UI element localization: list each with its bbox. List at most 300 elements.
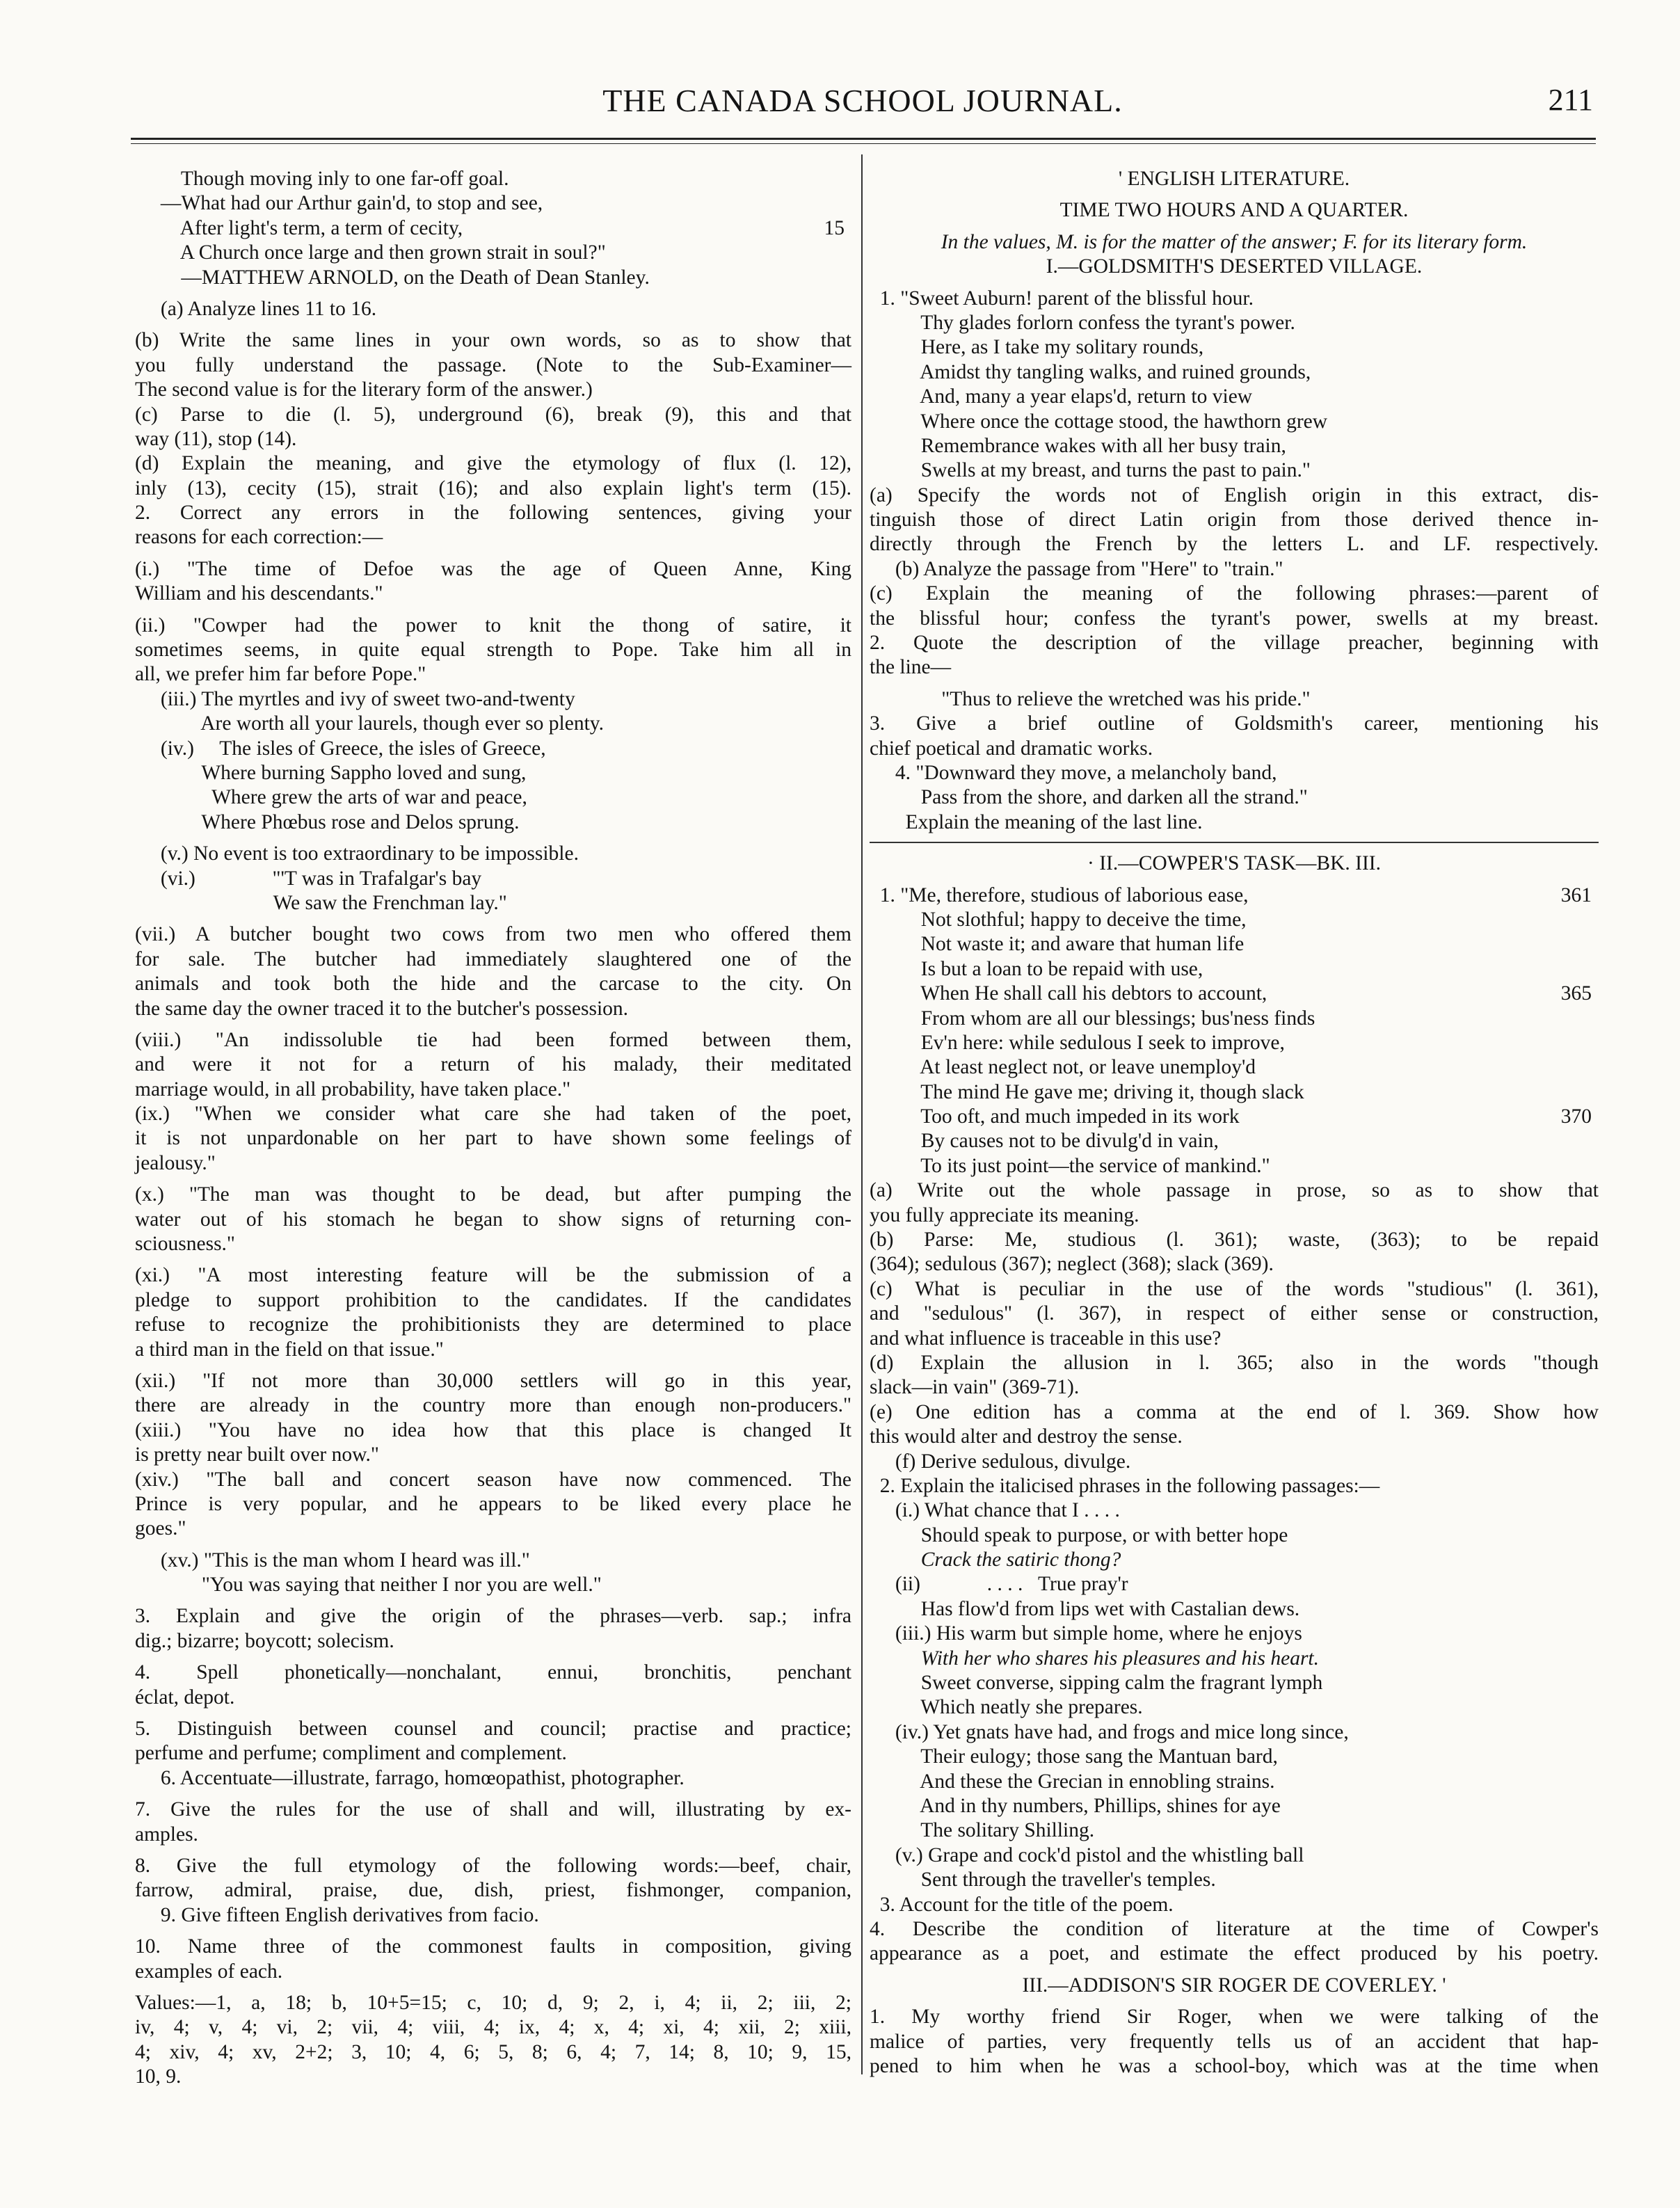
line-text: We saw the Frenchman lay." bbox=[135, 891, 507, 914]
line-text: (xi.) "A most interesting feature will be the submission of a bbox=[135, 1264, 851, 1287]
line-gap bbox=[870, 223, 1599, 230]
text-line bbox=[870, 1375, 1599, 1400]
line-gap bbox=[135, 1710, 851, 1717]
section-heading bbox=[870, 851, 1599, 876]
text-line bbox=[870, 1277, 1599, 1302]
text-line bbox=[870, 1425, 1599, 1449]
line-gap bbox=[135, 321, 851, 328]
line-text: Sweet converse, sipping calm the fragrant lymph bbox=[870, 1672, 1323, 1695]
text-line bbox=[870, 311, 1599, 335]
line-text: marriage would, in all probability, have taken place." bbox=[135, 1078, 571, 1101]
line-text: Values:—1, a, 18; b, 10+5=15; c, 10; d, 9; 2, i, 4; ii, 2; iii, 2; bbox=[135, 1991, 851, 2014]
line-gap bbox=[135, 1928, 851, 1935]
line-text: (xii.) "If not more than 30,000 settlers will go in this year, bbox=[135, 1369, 851, 1392]
line-text: (ii) . . . . True pray'r bbox=[870, 1573, 1128, 1596]
line-text: Not waste it; and aware that human life bbox=[870, 933, 1245, 956]
line-text: (b) Write the same lines in your own words, so as to show that bbox=[135, 329, 851, 352]
line-gap bbox=[135, 550, 851, 557]
line-text: (a) Specify the words not of English origin in this extract, dis- bbox=[870, 483, 1599, 506]
line-number: 365 bbox=[1560, 982, 1592, 1005]
line-text: (iv.) Yet gnats have had, and frogs and mice long since, bbox=[870, 1720, 1349, 1743]
line-text: The solitary Shilling. bbox=[870, 1819, 1095, 1842]
line-text: 4. "Downward they move, a melancholy band, bbox=[870, 761, 1277, 784]
text-line bbox=[870, 1695, 1599, 1720]
section-rule bbox=[870, 842, 1599, 843]
text-line bbox=[870, 2005, 1599, 2029]
line-text: the blissful hour; confess the tyrant's power, swells at my breast. bbox=[870, 607, 1599, 630]
text-line bbox=[135, 2015, 851, 2040]
text-line bbox=[135, 891, 851, 915]
text-line bbox=[870, 1178, 1599, 1203]
text-line bbox=[870, 1228, 1599, 1252]
line-text: Where grew the arts of war and peace, bbox=[135, 786, 527, 809]
text-line bbox=[135, 1741, 851, 1766]
line-text: jealousy." bbox=[135, 1151, 216, 1174]
line-text: and "sedulous" (l. 367), in respect of either sense or construction, bbox=[870, 1302, 1599, 1325]
text-line bbox=[135, 353, 851, 378]
line-text: By causes not to be divulg'd in vain, bbox=[870, 1130, 1219, 1153]
line-text: Though moving inly to one far-off goal. bbox=[135, 168, 509, 190]
line-gap bbox=[870, 680, 1599, 687]
line-text: 9. Give fifteen English derivatives from facio. bbox=[135, 1903, 539, 1926]
text-line bbox=[135, 785, 851, 810]
line-text: examples of each. bbox=[135, 1960, 283, 1983]
text-line bbox=[135, 1717, 851, 1741]
line-text: With her who shares his pleasures and his heart. bbox=[870, 1647, 1320, 1670]
text-line bbox=[870, 483, 1599, 508]
line-text: Where burning Sappho loved and sung, bbox=[135, 761, 527, 784]
text-line bbox=[870, 1597, 1599, 1622]
text-line bbox=[135, 947, 851, 972]
text-line bbox=[135, 1151, 851, 1176]
text-line bbox=[870, 532, 1599, 557]
line-text: I.—GOLDSMITH'S DESERTED VILLAGE. bbox=[1046, 255, 1423, 278]
line-text: · II.—COWPER'S TASK—BK. III. bbox=[1087, 852, 1381, 875]
text-line bbox=[870, 1647, 1599, 1671]
line-text: éclat, depot. bbox=[135, 1686, 235, 1709]
line-text: goes." bbox=[135, 1517, 186, 1540]
line-text: this would alter and destroy the sense. bbox=[870, 1425, 1183, 1448]
text-line bbox=[135, 477, 851, 501]
line-text: sometimes seems, in quite equal strength to Pope. Take him all in bbox=[135, 639, 851, 662]
text-line bbox=[870, 908, 1599, 932]
line-gap bbox=[135, 290, 851, 297]
line-text: perfume and perfume; compliment and complement. bbox=[135, 1742, 567, 1765]
line-text: From whom are all our blessings; bus'ness finds bbox=[870, 1007, 1315, 1030]
line-text: (d) Explain the meaning, and give the etymology of flux (l. 12), bbox=[135, 452, 851, 475]
line-text: malice of parties, very frequently tells us of an accident that hap- bbox=[870, 2030, 1599, 2053]
line-text: (c) Explain the meaning of the following phrases:—parent of bbox=[870, 582, 1599, 605]
line-text: 4. Spell phonetically—nonchalant, ennui, bronchitis, penchant bbox=[135, 1661, 851, 1684]
text-line bbox=[135, 167, 851, 191]
text-line bbox=[135, 1492, 851, 1517]
text-line bbox=[870, 761, 1599, 785]
text-line bbox=[135, 1903, 851, 1928]
text-line bbox=[135, 810, 851, 835]
text-line bbox=[870, 1770, 1599, 1794]
line-text: Has flow'd from lips wet with Castalian dews. bbox=[870, 1597, 1300, 1620]
line-text: (a) Analyze lines 11 to 16. bbox=[135, 297, 377, 320]
line-text: water out of his stomach he began to show signs of returning con- bbox=[135, 1208, 851, 1231]
text-line bbox=[135, 451, 851, 476]
text-line bbox=[870, 957, 1599, 982]
line-text: "You was saying that neither I nor you are well." bbox=[135, 1574, 602, 1597]
header-rule-thin bbox=[131, 143, 1596, 144]
line-text: (f) Derive sedulous, divulge. bbox=[870, 1450, 1131, 1473]
line-number: 370 bbox=[1560, 1105, 1592, 1128]
text-line bbox=[870, 1893, 1599, 1917]
text-line bbox=[870, 1105, 1599, 1129]
line-text: (vii.) A butcher bought two cows from two men who offered them bbox=[135, 923, 851, 946]
line-text: farrow, admiral, praise, due, dish, priest, fishmonger, companion, bbox=[135, 1879, 851, 1902]
line-gap bbox=[135, 835, 851, 842]
text-line bbox=[870, 785, 1599, 810]
line-text: is pretty near built over now." bbox=[135, 1443, 379, 1466]
text-line bbox=[135, 1686, 851, 1710]
text-line bbox=[870, 508, 1599, 532]
line-text: 1. "Sweet Auburn! parent of the blissful hour. bbox=[870, 287, 1254, 310]
line-text: Here, as I take my solitary rounds, bbox=[870, 336, 1204, 359]
text-line bbox=[870, 1327, 1599, 1351]
text-line bbox=[135, 2065, 851, 2089]
text-line bbox=[135, 638, 851, 662]
text-line bbox=[135, 1878, 851, 1903]
line-gap bbox=[135, 1791, 851, 1798]
line-text: for sale. The butcher had immediately slaughtered one of the bbox=[135, 947, 851, 970]
left-column bbox=[135, 167, 851, 2090]
text-line bbox=[135, 1393, 851, 1418]
line-text: tinguish those of direct Latin origin from those derived thence in- bbox=[870, 509, 1599, 531]
text-line bbox=[870, 1252, 1599, 1277]
text-line bbox=[870, 434, 1599, 458]
line-text: Should speak to purpose, or with better hope bbox=[870, 1523, 1288, 1546]
line-text: 3. Explain and give the origin of the phrases—verb. sap.; infra bbox=[135, 1605, 851, 1628]
line-text: Where Phœbus rose and Delos sprung. bbox=[135, 810, 520, 833]
text-line bbox=[135, 1313, 851, 1337]
text-line bbox=[870, 335, 1599, 360]
text-line bbox=[870, 1720, 1599, 1745]
line-gap bbox=[870, 191, 1599, 198]
line-gap bbox=[135, 1256, 851, 1263]
text-line bbox=[135, 1604, 851, 1629]
text-line bbox=[135, 266, 851, 290]
text-line bbox=[135, 1549, 851, 1573]
text-line bbox=[870, 360, 1599, 385]
line-text: 2. Explain the italicised phrases in the following passages:— bbox=[870, 1474, 1380, 1497]
text-line bbox=[870, 1203, 1599, 1228]
line-text: iv, 4; v, 4; vi, 2; vii, 4; viii, 4; ix, 4; x, 4; xi, 4; xii, 2; xiii, bbox=[135, 2016, 851, 2039]
line-text: you fully appreciate its meaning. bbox=[870, 1203, 1139, 1226]
line-text: And, many a year elaps'd, return to view bbox=[870, 385, 1253, 408]
line-text: (x.) "The man was thought to be dead, but after pumping the bbox=[135, 1183, 851, 1206]
line-text: slack—in vain" (369-71). bbox=[870, 1376, 1080, 1399]
text-line bbox=[870, 2030, 1599, 2054]
section-heading bbox=[870, 1974, 1599, 1998]
line-text: 5. Distinguish between counsel and council; practise and practice; bbox=[135, 1718, 851, 1741]
line-text: a third man in the field on that issue." bbox=[135, 1338, 444, 1361]
text-line bbox=[135, 614, 851, 638]
line-text: The second value is for the literary form of the answer.) bbox=[135, 378, 593, 401]
text-line bbox=[135, 1183, 851, 1207]
text-line bbox=[135, 1418, 851, 1443]
text-line bbox=[870, 1129, 1599, 1153]
line-text: Swells at my breast, and turns the past to pain." bbox=[870, 459, 1311, 482]
text-line bbox=[870, 1622, 1599, 1646]
line-text: Which neatly she prepares. bbox=[870, 1696, 1143, 1719]
text-line bbox=[135, 1028, 851, 1053]
line-text: there are already in the country more than enough non-producers." bbox=[135, 1394, 851, 1417]
line-text: you fully understand the passage. (Note to the Sub-Examiner— bbox=[135, 353, 851, 376]
line-text: 10. Name three of the commonest faults in composition, giving bbox=[135, 1935, 851, 1958]
line-text: (xiv.) "The ball and concert season have now commenced. The bbox=[135, 1468, 851, 1491]
line-text: Remembrance wakes with all her busy train, bbox=[870, 434, 1286, 457]
text-line bbox=[870, 607, 1599, 631]
text-line bbox=[135, 1443, 851, 1467]
line-text: And in thy numbers, Phillips, shines for aye bbox=[870, 1795, 1281, 1817]
text-line bbox=[870, 810, 1599, 835]
line-text: and were it not for a return of his malady, their meditated bbox=[135, 1053, 851, 1076]
text-line bbox=[870, 982, 1599, 1006]
text-line bbox=[870, 1917, 1599, 1942]
text-line bbox=[135, 1102, 851, 1126]
text-line bbox=[870, 582, 1599, 606]
text-line bbox=[870, 1794, 1599, 1818]
line-text: Is but a loan to be repaid with use, bbox=[870, 957, 1203, 980]
line-text: ' ENGLISH LITERATURE. bbox=[1118, 168, 1350, 190]
text-line bbox=[870, 1450, 1599, 1474]
text-line bbox=[135, 427, 851, 451]
text-line bbox=[135, 737, 851, 761]
line-gap bbox=[870, 280, 1599, 287]
line-text: (iii.) The myrtles and ivy of sweet two-and-twenty bbox=[135, 687, 575, 710]
section-heading bbox=[870, 230, 1599, 255]
text-line bbox=[135, 761, 851, 785]
text-line bbox=[135, 687, 851, 712]
line-text: 7. Give the rules for the use of shall and will, illustrating by ex- bbox=[135, 1798, 851, 1821]
text-line bbox=[870, 712, 1599, 736]
text-line bbox=[135, 1078, 851, 1102]
line-text: Not slothful; happy to deceive the time, bbox=[870, 908, 1247, 931]
journal-title: THE CANADA SCHOOL JOURNAL. bbox=[602, 83, 1123, 118]
line-text: sciousness." bbox=[135, 1233, 235, 1256]
line-text: To its just point—the service of mankind." bbox=[870, 1154, 1270, 1177]
text-line bbox=[135, 1960, 851, 1984]
line-gap bbox=[135, 1542, 851, 1549]
line-text: —What had our Arthur gain'd, to stop and see, bbox=[135, 192, 543, 215]
text-line bbox=[870, 1942, 1599, 1966]
line-text: and what influence is traceable in this use? bbox=[870, 1327, 1222, 1350]
line-text: (viii.) "An indissoluble tie had been formed between them, bbox=[135, 1028, 851, 1051]
text-line bbox=[870, 932, 1599, 957]
line-text: (xiii.) "You have no idea how that this place is changed It bbox=[135, 1418, 851, 1441]
line-gap bbox=[135, 607, 851, 614]
text-line bbox=[870, 631, 1599, 655]
line-gap bbox=[135, 1021, 851, 1028]
line-text: 4; xiv, 4; xv, 2+2; 3, 10; 4, 6; 5, 8; 6, 4; 7, 14; 8, 10; 9, 15, bbox=[135, 2040, 851, 2063]
line-gap bbox=[135, 915, 851, 922]
section-heading bbox=[870, 255, 1599, 279]
line-text: chief poetical and dramatic works. bbox=[870, 737, 1153, 760]
text-line bbox=[870, 1523, 1599, 1548]
right-column bbox=[870, 167, 1599, 2079]
text-line bbox=[870, 287, 1599, 311]
text-line bbox=[135, 1629, 851, 1654]
line-text: (v.) No event is too extraordinary to be impossible. bbox=[135, 842, 579, 865]
text-line bbox=[135, 1369, 851, 1393]
line-text: Crack the satiric thong? bbox=[870, 1549, 1121, 1571]
line-text: amples. bbox=[135, 1823, 198, 1846]
text-line bbox=[870, 687, 1599, 712]
line-text: directly through the French by the letters L. and LF. respectively. bbox=[870, 533, 1599, 556]
line-text: animals and took both the hide and the carcase to the city. On bbox=[135, 973, 851, 995]
page-header bbox=[132, 82, 1593, 131]
text-line bbox=[135, 1573, 851, 1597]
text-line bbox=[135, 403, 851, 427]
text-line bbox=[135, 662, 851, 687]
text-line bbox=[870, 1031, 1599, 1055]
line-text: In the values, M. is for the matter of the answer; F. for its literary form. bbox=[941, 230, 1528, 253]
line-text: —MATTHEW ARNOLD, on the Death of Dean Stanley. bbox=[135, 266, 650, 289]
text-line bbox=[135, 1935, 851, 1959]
line-gap bbox=[870, 1998, 1599, 2005]
line-gap bbox=[135, 1362, 851, 1369]
line-text: (c) What is peculiar in the use of the words "studious" (l. 361), bbox=[870, 1277, 1599, 1300]
line-number: 15 bbox=[824, 216, 845, 239]
text-line bbox=[870, 1474, 1599, 1498]
line-text: After light's term, a term of cecity, bbox=[135, 216, 463, 239]
line-text: refuse to recognize the prohibitionists they are determined to place bbox=[135, 1313, 851, 1336]
line-text: (364); sedulous (367); neglect (368); slack (369). bbox=[870, 1253, 1274, 1276]
column-divider bbox=[861, 154, 863, 2074]
text-line bbox=[135, 1823, 851, 1847]
text-line bbox=[135, 1991, 851, 2015]
text-line bbox=[135, 191, 851, 216]
line-text: (vi.) "'T was in Trafalgar's bay bbox=[135, 867, 482, 890]
line-text: (i.) "The time of Defoe was the age of Queen Anne, King bbox=[135, 557, 851, 580]
page-number: 211 bbox=[1548, 83, 1593, 117]
text-line bbox=[135, 997, 851, 1021]
text-line bbox=[135, 1661, 851, 1685]
line-text: (xv.) "This is the man whom I heard was ill." bbox=[135, 1549, 530, 1571]
line-text: (c) Parse to die (l. 5), underground (6), break (9), this and that bbox=[135, 403, 851, 426]
text-line bbox=[135, 378, 851, 402]
line-text: A Church once large and then grown strait in soul?" bbox=[135, 241, 606, 264]
line-gap bbox=[135, 1984, 851, 1991]
line-text: When He shall call his debtors to account, bbox=[870, 982, 1267, 1005]
line-text: "Thus to relieve the wretched was his pride." bbox=[870, 687, 1311, 710]
line-text: William and his descendants." bbox=[135, 582, 383, 605]
line-text: (ii.) "Cowper had the power to knit the thong of satire, it bbox=[135, 614, 851, 637]
text-line bbox=[870, 883, 1599, 908]
line-text: Prince is very popular, and he appears to be liked every place he bbox=[135, 1492, 851, 1515]
line-text: all, we prefer him far before Pope." bbox=[135, 663, 426, 686]
text-line bbox=[135, 1854, 851, 1878]
text-line bbox=[870, 1868, 1599, 1892]
text-line bbox=[870, 385, 1599, 409]
text-line bbox=[135, 1798, 851, 1822]
line-text: Ev'n here: while sedulous I seek to improve, bbox=[870, 1031, 1285, 1054]
line-text: pened to him when he was a school-boy, which was at the time when bbox=[870, 2054, 1599, 2077]
line-text: the same day the owner traced it to the butcher's possession. bbox=[135, 997, 629, 1020]
line-text: (ix.) "When we consider what care she had taken of the poet, bbox=[135, 1103, 851, 1126]
text-line bbox=[870, 1548, 1599, 1572]
text-line bbox=[870, 1055, 1599, 1080]
line-text: 4. Describe the condition of literature at the time of Cowper's bbox=[870, 1917, 1599, 1940]
line-text: inly (13), cecity (15), strait (16); and also explain light's term (15). bbox=[135, 477, 851, 499]
text-line bbox=[870, 1007, 1599, 1031]
text-line bbox=[135, 867, 851, 891]
text-line bbox=[135, 922, 851, 947]
line-gap bbox=[135, 1597, 851, 1604]
text-line bbox=[135, 1517, 851, 1541]
line-gap bbox=[135, 1847, 851, 1854]
line-text: 1. "Me, therefore, studious of laborious ease, bbox=[870, 883, 1249, 906]
line-text: (d) Explain the allusion in l. 365; also in the words "though bbox=[870, 1351, 1599, 1374]
line-text: Sent through the traveller's temples. bbox=[870, 1869, 1216, 1891]
line-text: TIME TWO HOURS AND A QUARTER. bbox=[1059, 199, 1409, 222]
line-text: Pass from the shore, and darken all the strand." bbox=[870, 786, 1308, 809]
line-text: (i.) What chance that I . . . . bbox=[870, 1499, 1120, 1522]
line-text: dig.; bizarre; boycott; solecism. bbox=[135, 1629, 394, 1652]
text-line bbox=[870, 410, 1599, 434]
text-line bbox=[870, 1843, 1599, 1868]
line-text: (e) One edition has a comma at the end of l. 369. Show how bbox=[870, 1400, 1599, 1423]
text-line bbox=[135, 241, 851, 265]
text-line bbox=[135, 1766, 851, 1791]
text-line bbox=[135, 1338, 851, 1362]
line-text: And these the Grecian in ennobling strains. bbox=[870, 1770, 1275, 1793]
text-line bbox=[870, 458, 1599, 483]
text-line bbox=[870, 1572, 1599, 1597]
text-line bbox=[870, 1154, 1599, 1178]
text-line bbox=[870, 1671, 1599, 1695]
line-text: 6. Accentuate—illustrate, farrago, homœopathist, photographer. bbox=[135, 1766, 685, 1789]
text-line bbox=[135, 842, 851, 866]
line-text: 8. Give the full etymology of the following words:—beef, chair, bbox=[135, 1855, 851, 1877]
line-text: (iv.) The isles of Greece, the isles of Greece, bbox=[135, 737, 546, 760]
line-text: 1. My worthy friend Sir Roger, when we were talking of the bbox=[870, 2006, 1599, 2029]
section-heading bbox=[870, 198, 1599, 223]
line-number: 361 bbox=[1560, 883, 1592, 906]
line-text: Amidst thy tangling walks, and ruined grounds, bbox=[870, 360, 1311, 383]
text-line bbox=[870, 1351, 1599, 1375]
line-text: 3. Account for the title of the poem. bbox=[870, 1893, 1174, 1916]
line-text: Their eulogy; those sang the Mantuan bard, bbox=[870, 1745, 1278, 1768]
section-heading bbox=[870, 167, 1599, 191]
text-line bbox=[870, 1498, 1599, 1523]
line-text: (b) Parse: Me, studious (l. 361); waste, (363); to be repaid bbox=[870, 1229, 1599, 1251]
line-text: Too oft, and much impeded in its work bbox=[870, 1105, 1240, 1128]
line-text: reasons for each correction:— bbox=[135, 526, 383, 549]
text-line bbox=[870, 557, 1599, 582]
text-line bbox=[135, 972, 851, 996]
text-line bbox=[135, 1468, 851, 1492]
line-text: 2. Quote the description of the village preacher, beginning with bbox=[870, 632, 1599, 655]
line-text: III.—ADDISON'S SIR ROGER DE COVERLEY. ' bbox=[1022, 1974, 1446, 1997]
line-gap bbox=[135, 1176, 851, 1183]
text-line bbox=[870, 1818, 1599, 1843]
text-line bbox=[135, 1126, 851, 1151]
text-line bbox=[135, 2040, 851, 2065]
line-gap bbox=[870, 1967, 1599, 1974]
line-text: At least neglect not, or leave unemploy'd bbox=[870, 1056, 1256, 1079]
text-line bbox=[135, 297, 851, 321]
line-text: Are worth all your laurels, though ever so plenty. bbox=[135, 712, 604, 735]
text-line bbox=[135, 557, 851, 582]
line-text: (a) Write out the whole passage in prose, so as to show that bbox=[870, 1179, 1599, 1202]
text-line bbox=[870, 1400, 1599, 1425]
line-text: The mind He gave me; driving it, though slack bbox=[870, 1080, 1304, 1103]
